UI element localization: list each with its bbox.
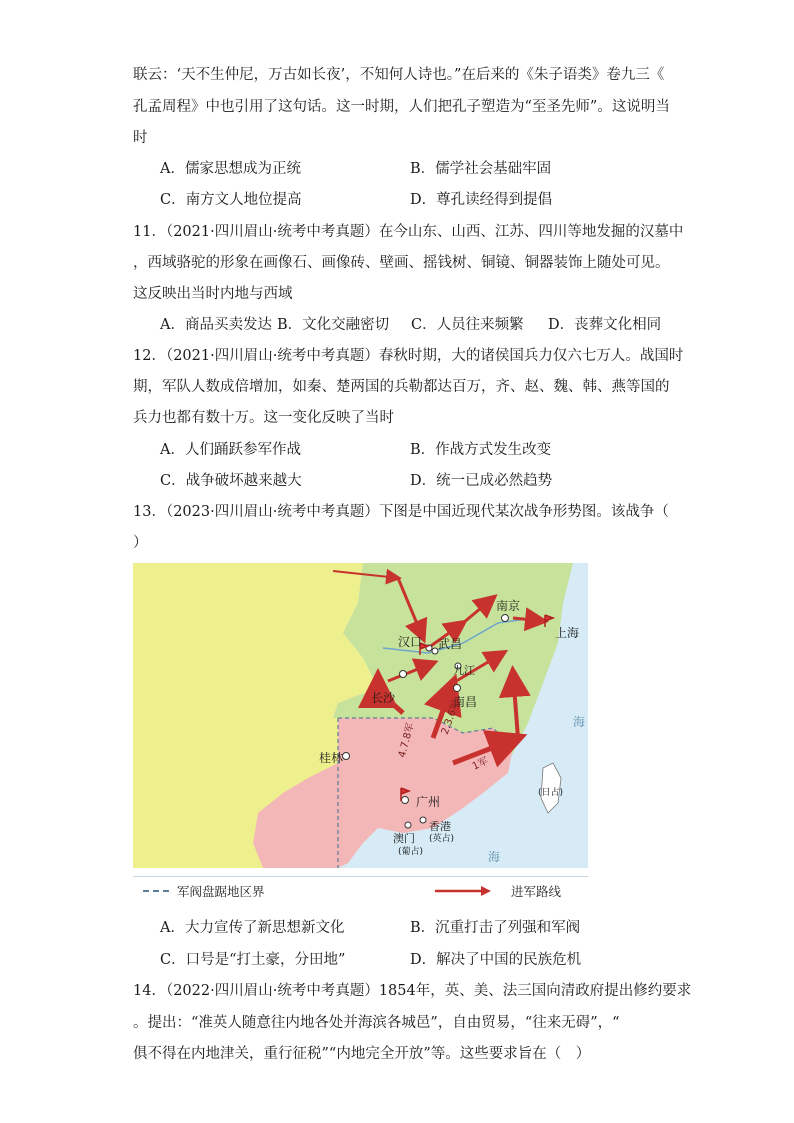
q12-text-line1: 12．（2021·四川眉山·统考中考真题）春秋时期，大的诸侯国兵力仅六七万人。战国时 [133,348,684,364]
q10-option-b[interactable]: B．儒学社会基础牢固 [410,161,552,177]
map-city-macau: 澳门 [393,832,415,845]
q14-text-line2: 。提出：“准英人随意往内地各处并海滨各城邑”，自由贸易，“往来无碍”，“ [133,1015,620,1031]
q11-option-c[interactable]: C．人员往来频繁 [411,317,524,333]
legend-boundary-label: 军阀盘踞地区界 [177,884,265,899]
war-situation-map [133,563,588,868]
q11-text-line3: 这反映出当时内地与西域 [133,286,293,302]
q10-option-a[interactable]: A．儒家思想成为正统 [160,161,301,177]
q10-option-d[interactable]: D．尊孔读经得到提倡 [410,192,553,208]
map-sea-label-2: 海 [488,850,501,864]
map-route-label-478: 4.7.8军 [396,721,417,759]
q11-option-a[interactable]: A．商品买卖发达 [160,317,272,333]
q10-text-line1: 联云：‘天不生仲尼，万古如长夜’，不知何人诗也。”在后来的《朱子语类》卷九三《 [133,67,665,83]
map-label-portugal-occupied: (葡占) [398,847,424,857]
q11-option-b[interactable]: B．文化交融密切 [277,317,390,333]
map-city-hankou: 汉口 [398,635,423,649]
q10-text-line2: 孔孟周程》中也引用了这句话。这一时期，人们把孔子塑造为“至圣先师”。这说明当 [133,99,670,115]
q11-text-line1: 11．（2021·四川眉山·统考中考真题）在今山东、山西、江苏、四川等地发掘的汉墓中 [133,224,684,240]
map-city-wuchang: 武昌 [438,637,463,651]
q13-option-c[interactable]: C．口号是“打土豪，分田地” [160,952,346,968]
map-city-jiujiang: 九江 [453,664,475,677]
map-city-nanchang: 南昌 [453,695,478,709]
q12-text-line3: 兵力也都有数十万。这一变化反映了当时 [133,410,394,426]
q13-text-line2: ） [133,535,148,551]
q12-option-b[interactable]: B．作战方式发生改变 [410,442,552,458]
map-city-guangzhou: 广州 [416,795,441,809]
q12-option-a[interactable]: A．人们踊跃参军作战 [160,442,301,458]
q14-text-line1: 14．（2022·四川眉山·统考中考真题）1854年，英、美、法三国向清政府提出修约要求 [133,983,692,999]
map-route-label-1: 1军 [470,755,491,773]
map-sea-label-1: 海 [573,715,586,729]
q14-text-line3: 俱不得在内地津关，重行征税”“内地完全开放”等。这些要求旨在（ ） [133,1046,591,1062]
map-city-hongkong: 香港 [429,820,451,833]
q13-option-b[interactable]: B．沉重打击了列强和军阀 [410,920,581,936]
q13-text-line1: 13．（2023·四川眉山·统考中考真题）下图是中国近现代某次战争形势图。该战争（ [133,504,669,520]
q10-text-line3: 时 [133,130,148,146]
q11-option-d[interactable]: D．丧葬文化相同 [548,317,662,333]
q12-option-d[interactable]: D．统一已成必然趋势 [410,473,553,489]
boundary-dash-icon [143,890,169,892]
map-label-japan-occupied: (日占) [538,788,564,798]
map-legend [133,876,588,907]
legend-route-label: 进军路线 [511,884,562,899]
map-city-nanjing: 南京 [496,599,521,613]
q12-option-c[interactable]: C．战争破坏越来越大 [160,473,302,489]
q12-text-line2: 期，军队人数成倍增加，如秦、楚两国的兵勒都达百万，齐、赵、魏、韩、燕等国的 [133,379,670,395]
map-city-guilin: 桂林 [319,751,344,765]
map-label-britain-occupied: (英占) [429,834,455,844]
q11-text-line2: ，西域骆驼的形象在画像石、画像砖、壁画、摇钱树、铜镜、铜器装饰上随处可见。 [133,255,670,271]
q13-option-a[interactable]: A．大力宣传了新思想新文化 [160,920,345,936]
map-city-changsha: 长沙 [371,691,396,705]
map-city-shanghai: 上海 [555,626,580,640]
q13-option-d[interactable]: D．解决了中国的民族危机 [410,952,582,968]
route-arrow-icon [433,885,493,897]
map-route-label-236: 2.3.6军 [439,699,463,737]
q10-option-c[interactable]: C．南方文人地位提高 [160,192,302,208]
